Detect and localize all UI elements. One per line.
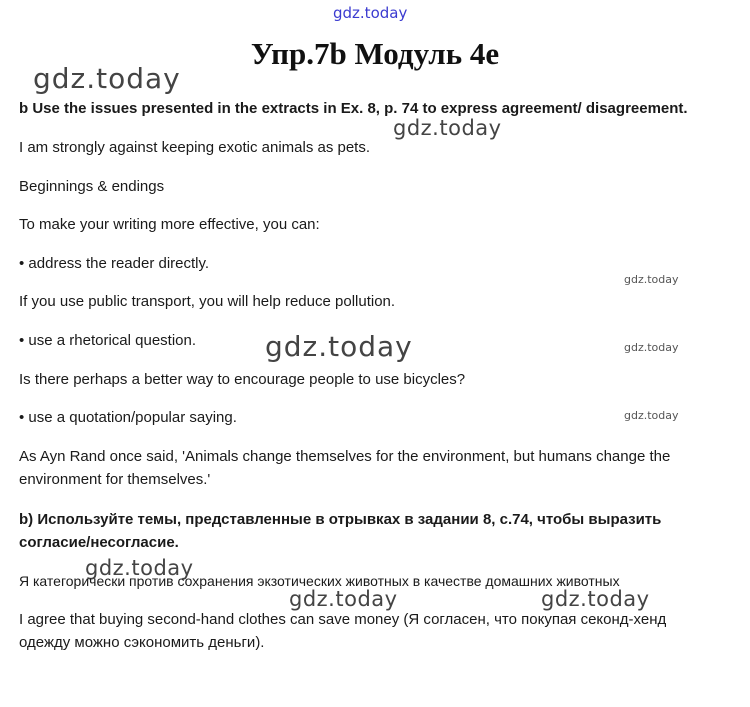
paragraph: Is there perhaps a better way to encourage people to use bicycles?: [19, 371, 466, 388]
watermark: gdz.today: [289, 587, 398, 611]
watermark: gdz.today: [85, 556, 194, 580]
bullet-item: • address the reader directly.: [19, 255, 210, 272]
watermark: gdz.today: [624, 273, 679, 286]
task-russian: b) Используйте темы, представленные в отрывках в задании 8, с.74, чтобы выразить согласие/несогласие.: [19, 511, 662, 551]
paragraph: Beginnings & endings: [19, 178, 165, 195]
watermark: gdz.today: [393, 116, 502, 140]
paragraph: Я категорически против сохранения экзотических животных в качестве домашних животных: [19, 573, 620, 589]
paragraph: If you use public transport, you will help reduce pollution.: [19, 293, 396, 310]
bullet-item: • use a quotation/popular saying.: [19, 409, 237, 426]
page-title: Упр.7b Модуль 4e: [250, 36, 500, 71]
task-english: b Use the issues presented in the extracts in Ex. 8, p. 74 to express agreement/ disagreement.: [19, 100, 688, 117]
paragraph: I am strongly against keeping exotic animals as pets.: [19, 139, 371, 156]
watermark-top: gdz.today: [333, 4, 408, 22]
watermark: gdz.today: [624, 409, 679, 422]
paragraph: I agree that buying second-hand clothes can save money (Я согласен, что покупая секонд-хенд одежду можно сэкономить деньги).: [19, 611, 667, 651]
watermark: gdz.today: [624, 341, 679, 354]
bullet-item: • use a rhetorical question.: [19, 332, 197, 349]
watermark: gdz.today: [33, 62, 181, 95]
watermark: gdz.today: [541, 587, 650, 611]
paragraph: As Ayn Rand once said, 'Animals change themselves for the environment, but humans change the environment for themselves.': [19, 448, 671, 488]
paragraph: To make your writing more effective, you can:: [19, 216, 320, 233]
watermark: gdz.today: [265, 330, 413, 363]
